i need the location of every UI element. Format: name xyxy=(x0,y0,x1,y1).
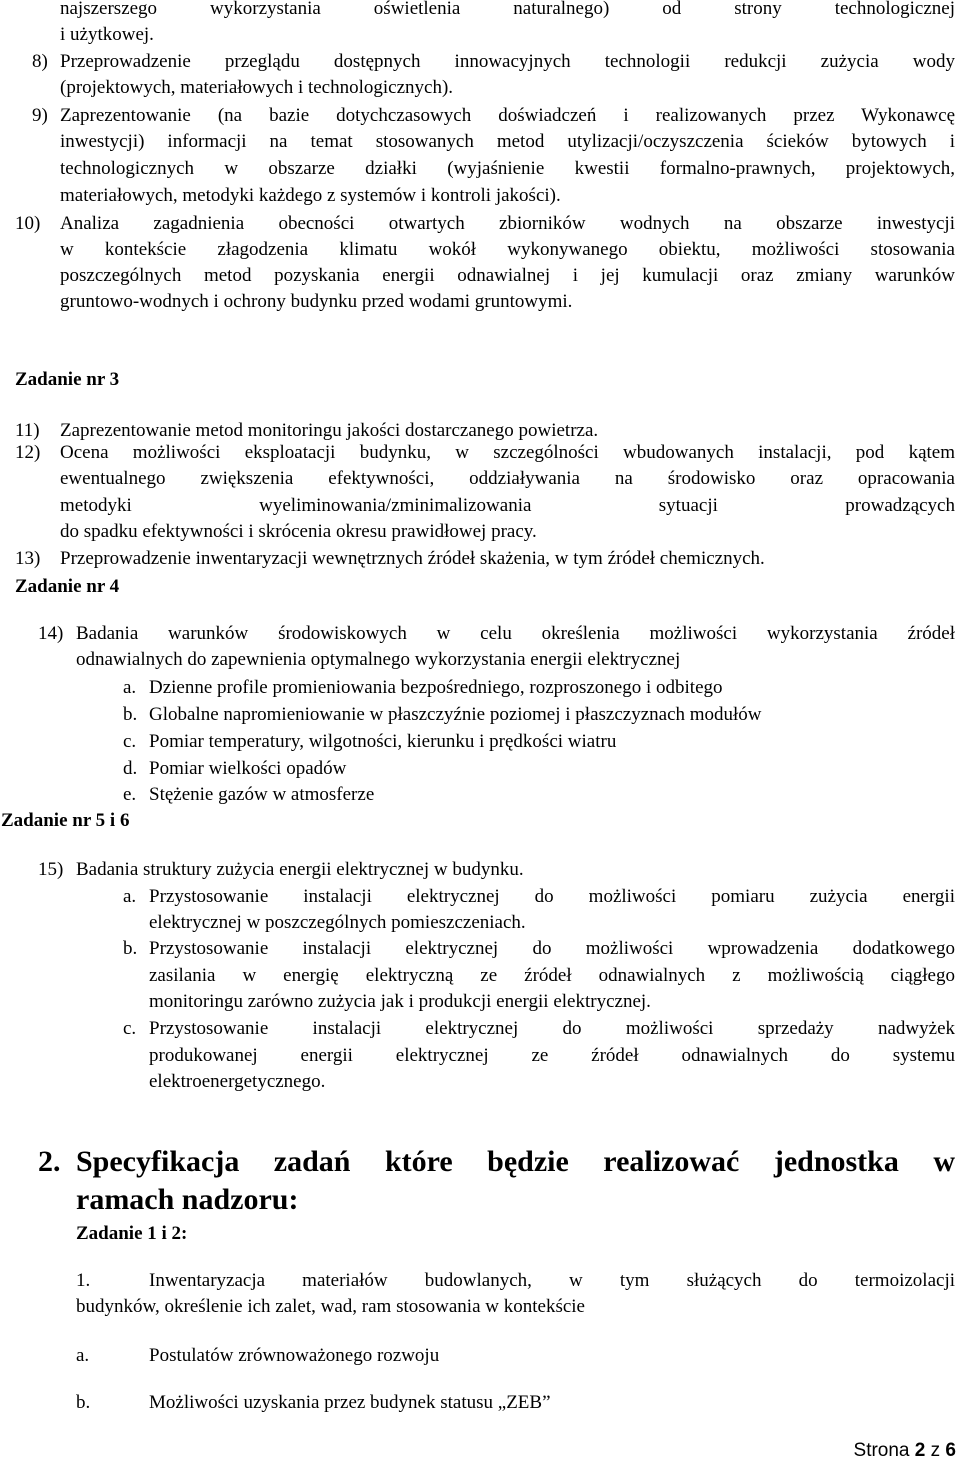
item-number: 10) xyxy=(15,213,41,234)
text-line: Przystosowanie instalacji elektrycznej do możliwości sprzedaży nadwyżek xyxy=(149,1018,955,1039)
text-line: Pomiar wielkości opadów xyxy=(149,758,347,779)
text-line: poszczególnych metod pozyskania energii odnawialnej i jej kumulacji oraz zmiany warunków xyxy=(60,265,955,286)
sub-letter: b. xyxy=(123,938,138,959)
text-line: Możliwości uzyskania przez budynek statusu „ZEB” xyxy=(149,1392,551,1413)
text-line: i użytkowej. xyxy=(60,24,154,45)
sub-letter: c. xyxy=(123,731,137,752)
section-heading: Zadanie nr 3 xyxy=(15,369,120,390)
text-line: w kontekście złagodzenia klimatu wokół wykonywanego obiektu, możliwości stosowania xyxy=(60,239,955,260)
section-title: ramach nadzoru: xyxy=(76,1183,299,1216)
sub-letter: b. xyxy=(123,704,138,725)
text-line: inwestycji) informacji na temat stosowanych metod utylizacji/oczyszczenia ścieków bytowych i xyxy=(60,131,955,152)
text-line: monitoringu zarówno zużycia jak i produkcji energii elektrycznej. xyxy=(149,991,651,1012)
text-line: Dzienne profile promieniowania bezpośredniego, rozproszonego i odbitego xyxy=(149,677,723,698)
text-line: metodyki wyeliminowania/zminimalizowania sytuacji prowadzących xyxy=(60,495,955,516)
text-line: Postulatów zrównoważonego rozwoju xyxy=(149,1345,440,1366)
text-line: odnawialnych do zapewnienia optymalnego wykorzystania energii elektrycznej xyxy=(76,649,681,670)
text-line: Zaprezentowanie (na bazie dotychczasowych doświadczeń i realizowanych przez Wykonawcę xyxy=(60,105,955,126)
section-heading: Zadanie nr 5 i 6 xyxy=(1,810,130,831)
sub-letter: d. xyxy=(123,758,138,779)
text-line: ewentualnego zwiększenia efektywności, oddziaływania na środowisko oraz opracowania xyxy=(60,468,955,489)
item-number: 1. xyxy=(76,1270,91,1291)
text-line: technologicznych w obszarze działki (wyjaśnienie kwestii formalno-prawnych, projektowych, xyxy=(60,158,955,179)
footer-of: z xyxy=(930,1440,941,1461)
item-number: 12) xyxy=(15,442,41,463)
section-number: 2. xyxy=(38,1145,61,1178)
text-line: Analiza zagadnienia obecności otwartych zbiorników wodnych na obszarze inwestycji xyxy=(60,213,955,234)
page-footer xyxy=(854,1438,956,1464)
section-heading: Zadanie nr 4 xyxy=(15,576,120,597)
text-line: Zaprezentowanie metod monitoringu jakości dostarczanego powietrza. xyxy=(60,420,599,441)
text-line: (projektowych, materiałowych i technologicznych). xyxy=(60,77,454,98)
text-line: Globalne napromieniowanie w płaszczyźnie poziomej i płaszczyznach modułów xyxy=(149,704,762,725)
item-number: 13) xyxy=(15,548,41,569)
sub-letter: a. xyxy=(76,1345,90,1366)
sub-letter: e. xyxy=(123,784,137,805)
sub-letter: a. xyxy=(123,677,137,698)
text-line: Przystosowanie instalacji elektrycznej do możliwości pomiaru zużycia energii xyxy=(149,886,955,907)
text-line: Ocena możliwości eksploatacji budynku, w szczególności wbudowanych instalacji, pod kątem xyxy=(60,442,955,463)
text-line: zasilania w energię elektryczną ze źródeł odnawialnych z możliwością ciągłego xyxy=(149,965,955,986)
text-line: Inwentaryzacja materiałów budowlanych, w tym służących do termoizolacji xyxy=(149,1270,955,1291)
item-number: 15) xyxy=(38,859,64,880)
text-line: Badania struktury zużycia energii elektrycznej w budynku. xyxy=(76,859,524,880)
item-number: 14) xyxy=(38,623,64,644)
sub-letter: c. xyxy=(123,1018,137,1039)
text-line: Pomiar temperatury, wilgotności, kierunku i prędkości wiatru xyxy=(149,731,617,752)
item-number: 8) xyxy=(32,51,48,72)
text-line: najszerszego wykorzystania oświetlenia naturalnego) od strony technologicznej xyxy=(60,0,955,19)
text-line: produkowanej energii elektrycznej ze źródeł odnawialnych do systemu xyxy=(149,1045,955,1066)
item-number: 11) xyxy=(15,420,40,441)
text-line: Badania warunków środowiskowych w celu określenia możliwości wykorzystania źródeł xyxy=(76,623,955,644)
sub-letter: a. xyxy=(123,886,137,907)
text-line: budynków, określenie ich zalet, wad, ram stosowania w kontekście xyxy=(76,1296,585,1317)
subsection-heading: Zadanie 1 i 2: xyxy=(76,1223,188,1244)
text-line: gruntowo-wodnych i ochrony budynku przed wodami gruntowymi. xyxy=(60,291,573,312)
text-line: Stężenie gazów w atmosferze xyxy=(149,784,375,805)
text-line: Przystosowanie instalacji elektrycznej do możliwości wprowadzenia dodatkowego xyxy=(149,938,955,959)
text-line: materiałowych, metodyki każdego z systemów i kontroli jakości). xyxy=(60,185,561,206)
section-title: Specyfikacja zadań które będzie realizować jednostka w xyxy=(76,1145,955,1178)
text-line: elektroenergetycznego. xyxy=(149,1071,326,1092)
text-line: Przeprowadzenie przeglądu dostępnych innowacyjnych technologii redukcji zużycia wody xyxy=(60,51,955,72)
sub-letter: b. xyxy=(76,1392,91,1413)
text-line: elektrycznej w poszczególnych pomieszczeniach. xyxy=(149,912,526,933)
footer-label: Strona xyxy=(853,1440,910,1461)
footer-page: 2 xyxy=(914,1440,926,1461)
text-line: do spadku efektywności i skrócenia okresu prawidłowej pracy. xyxy=(60,521,537,542)
footer-total: 6 xyxy=(945,1440,956,1461)
text-line: Przeprowadzenie inwentaryzacji wewnętrznych źródeł skażenia, w tym źródeł chemicznych. xyxy=(60,548,765,569)
item-number: 9) xyxy=(32,105,48,126)
